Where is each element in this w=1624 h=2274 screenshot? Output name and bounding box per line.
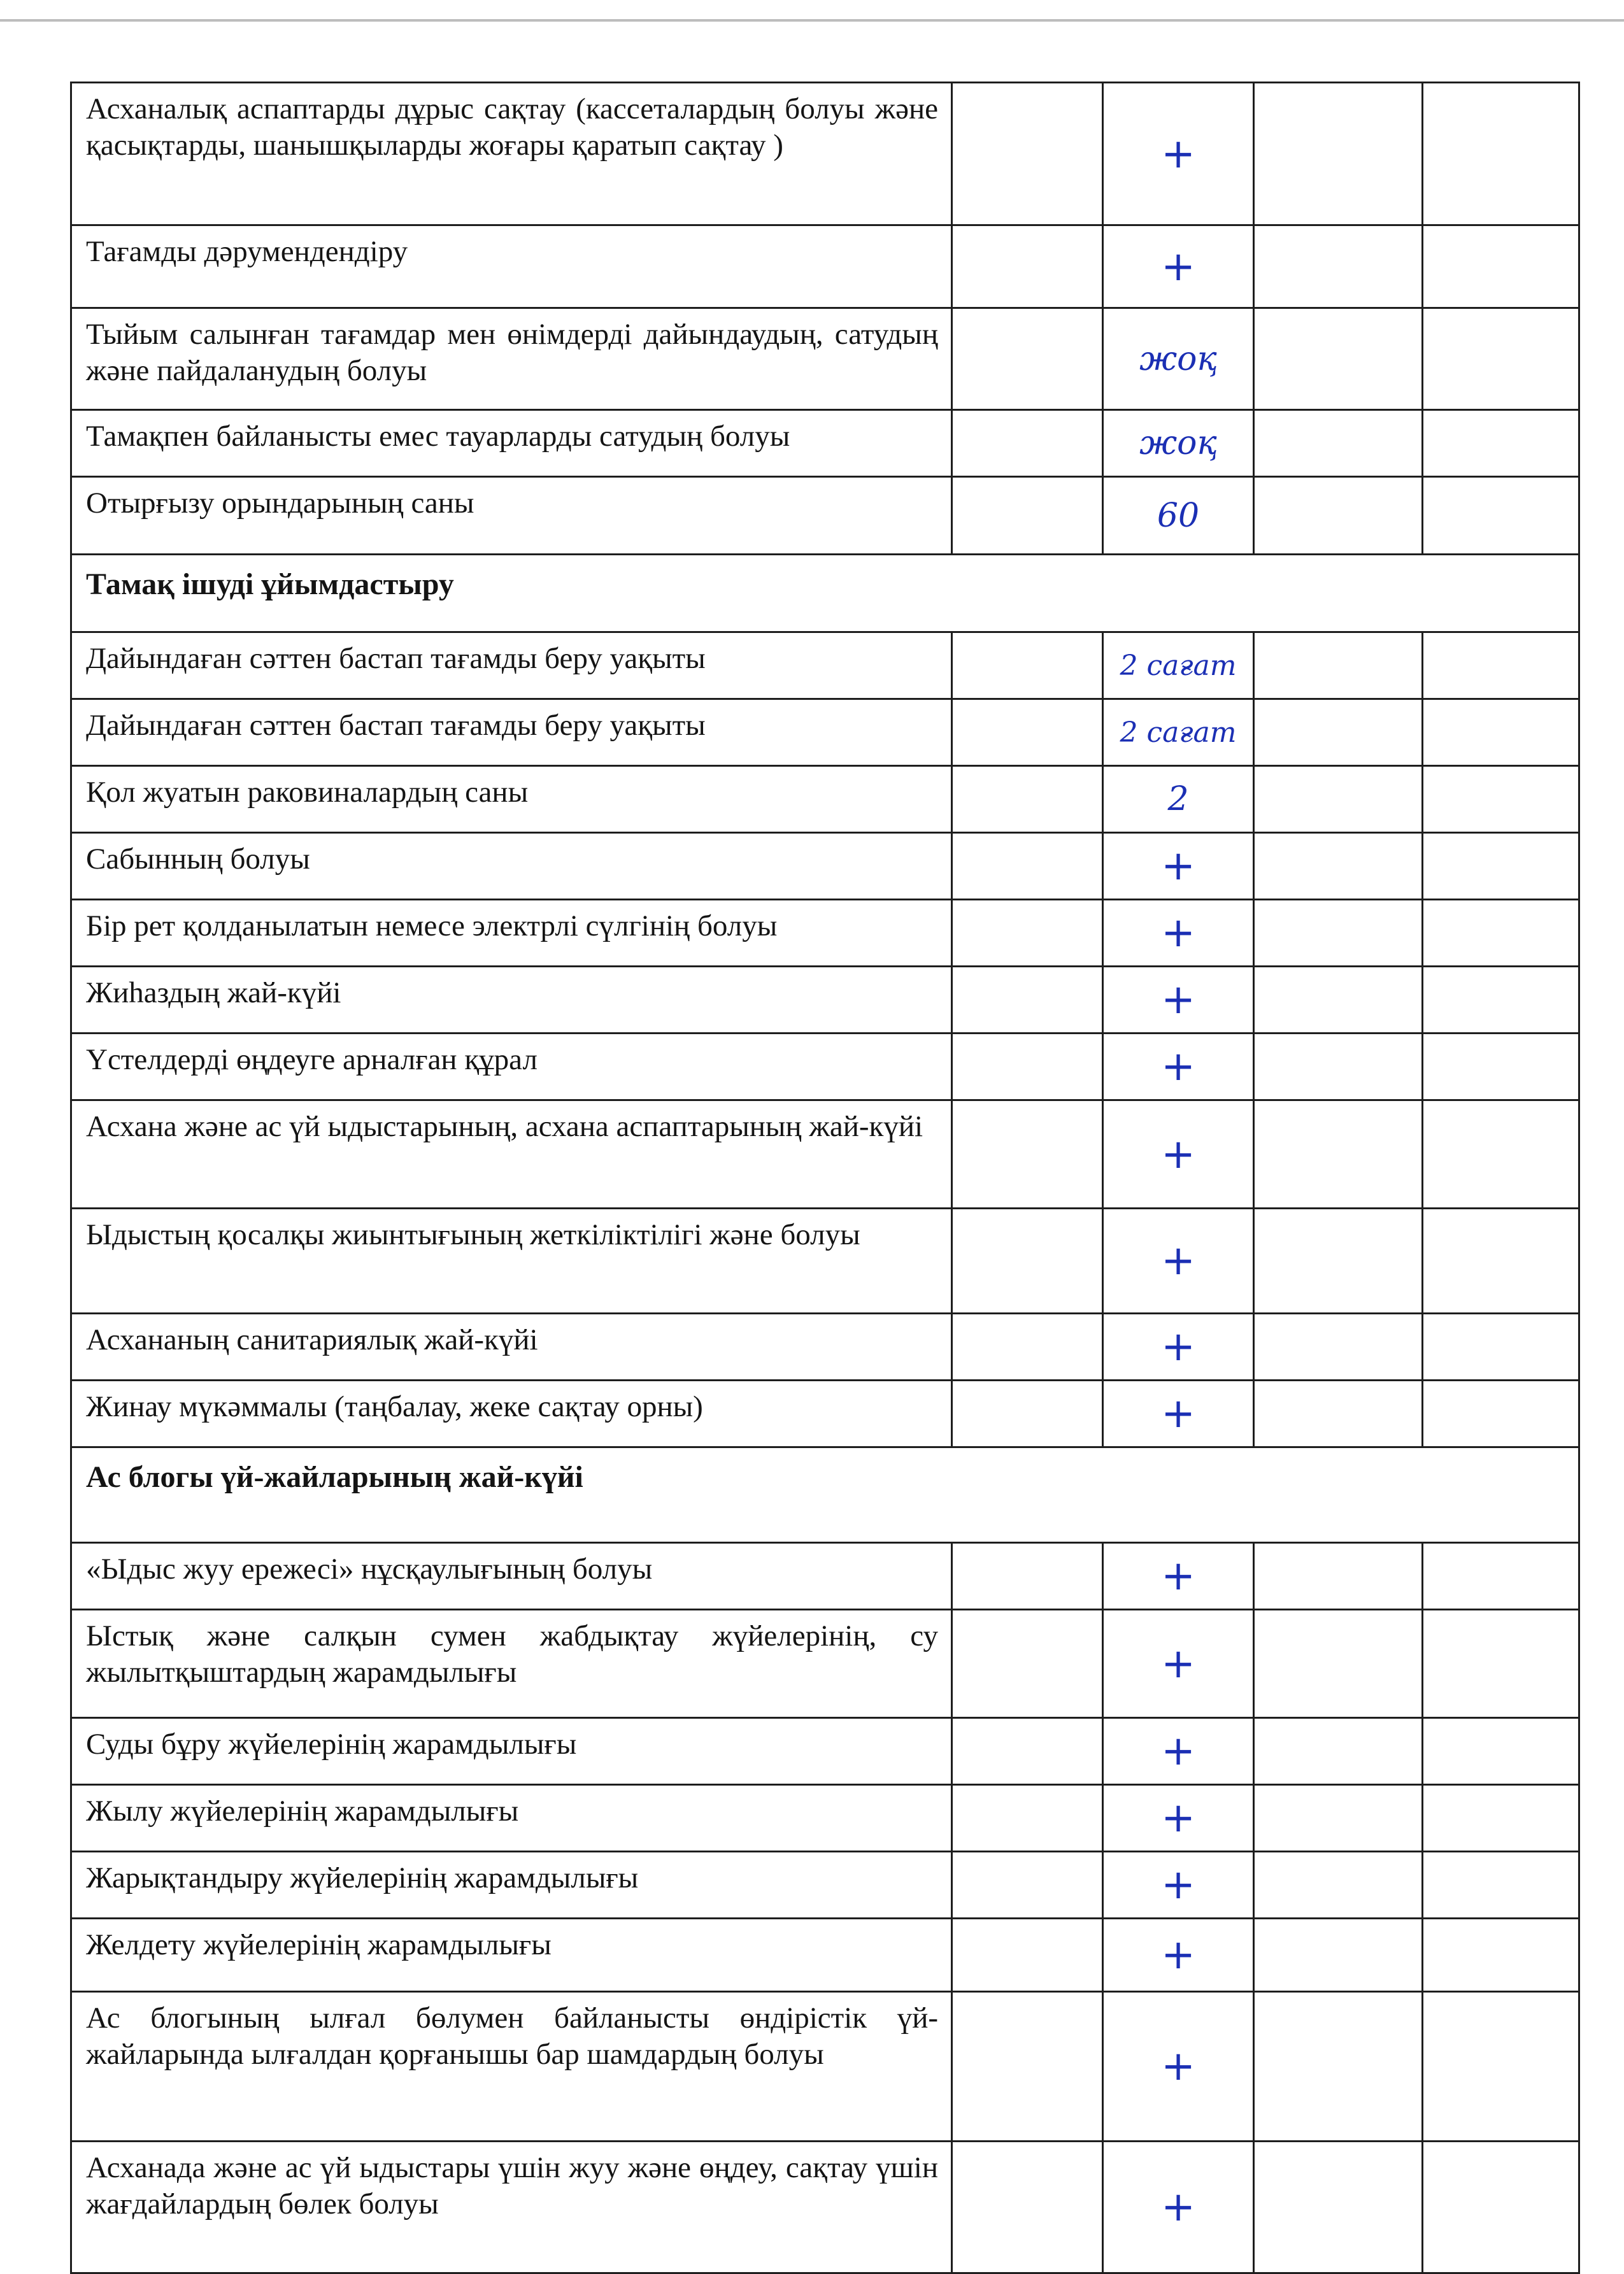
handwritten-mark: 2 — [1103, 766, 1254, 833]
empty-cell — [1423, 410, 1579, 477]
table-row — [71, 699, 1579, 766]
table-row — [71, 1381, 1579, 1447]
empty-cell — [1423, 1314, 1579, 1381]
handwritten-mark: + — [1103, 1381, 1254, 1447]
table-row — [71, 477, 1579, 555]
table-row — [71, 83, 1579, 225]
item-label: Асханада және ас үй ыдыстары үшін жуу және өңдеу, сақтау үшін жағдайлардың бөлек болуы — [71, 2142, 952, 2273]
empty-cell — [1254, 225, 1423, 308]
table-row — [71, 1610, 1579, 1718]
item-label: Тағамды дәрумендендіру — [71, 225, 952, 308]
item-label: Ас блогының ылғал бөлумен байланысты өндірістік үй-жайларында ылғалдан қорғанышы бар шамдардың болуы — [71, 1992, 952, 2142]
empty-cell — [952, 632, 1103, 699]
empty-cell — [1423, 1100, 1579, 1209]
table-row — [71, 410, 1579, 477]
empty-cell — [1254, 1718, 1423, 1785]
empty-cell — [952, 477, 1103, 555]
empty-cell — [1254, 967, 1423, 1034]
empty-cell — [1254, 1852, 1423, 1919]
empty-cell — [952, 1381, 1103, 1447]
item-label: Жарықтандыру жүйелерінің жарамдылығы — [71, 1852, 952, 1919]
empty-cell — [1423, 83, 1579, 225]
empty-cell — [1423, 308, 1579, 410]
empty-cell — [1254, 83, 1423, 225]
empty-cell — [1423, 1543, 1579, 1610]
handwritten-mark: + — [1103, 900, 1254, 967]
item-label: Отырғызу орындарының саны — [71, 477, 952, 555]
empty-cell — [952, 900, 1103, 967]
item-label: «Ыдыс жуу ережесі» нұсқаулығының болуы — [71, 1543, 952, 1610]
table-row — [71, 1718, 1579, 1785]
empty-cell — [952, 225, 1103, 308]
section-heading: Ас блогы үй-жайларының жай-күйі — [71, 1447, 1579, 1543]
item-label: Жылу жүйелерінің жарамдылығы — [71, 1785, 952, 1852]
empty-cell — [1254, 410, 1423, 477]
section-row — [71, 555, 1579, 632]
empty-cell — [1254, 766, 1423, 833]
item-label: Дайындаған сәттен бастап тағамды беру уақыты — [71, 699, 952, 766]
handwritten-mark: + — [1103, 1785, 1254, 1852]
table-row — [71, 632, 1579, 699]
table-row — [71, 308, 1579, 410]
item-label: Үстелдерді өңдеуге арналған құрал — [71, 1034, 952, 1100]
empty-cell — [1423, 477, 1579, 555]
empty-cell — [952, 410, 1103, 477]
item-label: Ыстық және салқын сумен жабдықтау жүйелерінің, су жылытқыштардың жарамдылығы — [71, 1610, 952, 1718]
empty-cell — [1423, 1992, 1579, 2142]
handwritten-mark: + — [1103, 1718, 1254, 1785]
empty-cell — [1254, 1543, 1423, 1610]
empty-cell — [1423, 1919, 1579, 1992]
empty-cell — [952, 1610, 1103, 1718]
item-label: Ыдыстың қосалқы жиынтығының жеткіліктілігі және болуы — [71, 1209, 952, 1314]
empty-cell — [952, 1852, 1103, 1919]
empty-cell — [1423, 1610, 1579, 1718]
empty-cell — [952, 1314, 1103, 1381]
empty-cell — [1423, 1852, 1579, 1919]
empty-cell — [1423, 900, 1579, 967]
empty-cell — [1423, 833, 1579, 900]
item-label: Жинау мүкәммалы (таңбалау, жеке сақтау орны) — [71, 1381, 952, 1447]
empty-cell — [1423, 1718, 1579, 1785]
page-top-edge — [0, 19, 1624, 22]
item-label: Желдету жүйелерінің жарамдылығы — [71, 1919, 952, 1992]
empty-cell — [1423, 967, 1579, 1034]
empty-cell — [952, 2142, 1103, 2273]
table-row — [71, 225, 1579, 308]
table-row — [71, 1314, 1579, 1381]
item-label: Асхананың санитариялық жай-күйі — [71, 1314, 952, 1381]
empty-cell — [1254, 1209, 1423, 1314]
section-heading: Тамақ ішуді ұйымдастыру — [71, 555, 1579, 632]
item-label: Қол жуатын раковиналардың саны — [71, 766, 952, 833]
table-row — [71, 1209, 1579, 1314]
table-row — [71, 2142, 1579, 2273]
empty-cell — [952, 967, 1103, 1034]
empty-cell — [952, 1785, 1103, 1852]
item-label: Жиһаздың жай-күйі — [71, 967, 952, 1034]
empty-cell — [952, 1209, 1103, 1314]
empty-cell — [1254, 1100, 1423, 1209]
table-row — [71, 1785, 1579, 1852]
table-row — [71, 1543, 1579, 1610]
empty-cell — [1423, 2142, 1579, 2273]
empty-cell — [1254, 1610, 1423, 1718]
empty-cell — [1254, 699, 1423, 766]
table-row — [71, 967, 1579, 1034]
handwritten-mark: + — [1103, 1852, 1254, 1919]
handwritten-mark: + — [1103, 1992, 1254, 2142]
empty-cell — [952, 1718, 1103, 1785]
empty-cell — [952, 1919, 1103, 1992]
table-row — [71, 1992, 1579, 2142]
table-row — [71, 1100, 1579, 1209]
item-label: Дайындаған сәттен бастап тағамды беру уақыты — [71, 632, 952, 699]
handwritten-mark: + — [1103, 1209, 1254, 1314]
handwritten-mark: жоқ — [1103, 308, 1254, 410]
empty-cell — [952, 1100, 1103, 1209]
empty-cell — [952, 766, 1103, 833]
item-label: Тыйым салынған тағамдар мен өнімдерді дайындаудың, сатудың және пайдаланудың болуы — [71, 308, 952, 410]
table-row — [71, 1034, 1579, 1100]
empty-cell — [1423, 1034, 1579, 1100]
empty-cell — [952, 1543, 1103, 1610]
empty-cell — [952, 83, 1103, 225]
empty-cell — [1254, 632, 1423, 699]
table-row — [71, 833, 1579, 900]
item-label: Асхана және ас үй ыдыстарының, асхана аспаптарының жай-күйі — [71, 1100, 952, 1209]
item-label: Суды бұру жүйелерінің жарамдылығы — [71, 1718, 952, 1785]
table-row — [71, 1919, 1579, 1992]
empty-cell — [952, 1034, 1103, 1100]
empty-cell — [1254, 477, 1423, 555]
empty-cell — [952, 833, 1103, 900]
handwritten-mark: + — [1103, 833, 1254, 900]
empty-cell — [952, 308, 1103, 410]
table-row — [71, 766, 1579, 833]
item-label: Сабынның болуы — [71, 833, 952, 900]
empty-cell — [1254, 1381, 1423, 1447]
table-row — [71, 1852, 1579, 1919]
handwritten-mark: + — [1103, 967, 1254, 1034]
item-label: Бір рет қолданылатын немесе электрлі сүлгінің болуы — [71, 900, 952, 967]
empty-cell — [1423, 225, 1579, 308]
section-row — [71, 1447, 1579, 1543]
empty-cell — [1423, 632, 1579, 699]
handwritten-mark: + — [1103, 83, 1254, 225]
empty-cell — [1423, 1209, 1579, 1314]
empty-cell — [1423, 1785, 1579, 1852]
handwritten-mark: + — [1103, 1610, 1254, 1718]
handwritten-mark: + — [1103, 2142, 1254, 2273]
item-label: Асханалық аспаптарды дұрыс сақтау (кассеталардың болуы және қасықтарды, шанышқыларды жоғары қаратып сақтау ) — [71, 83, 952, 225]
empty-cell — [1423, 1381, 1579, 1447]
handwritten-mark: + — [1103, 1314, 1254, 1381]
empty-cell — [1254, 833, 1423, 900]
empty-cell — [1254, 1314, 1423, 1381]
empty-cell — [1423, 699, 1579, 766]
handwritten-mark: + — [1103, 1919, 1254, 1992]
handwritten-mark: + — [1103, 1543, 1254, 1610]
handwritten-mark: + — [1103, 225, 1254, 308]
empty-cell — [1254, 1992, 1423, 2142]
handwritten-mark: жоқ — [1103, 410, 1254, 477]
handwritten-mark: 2 сағат — [1103, 632, 1254, 699]
handwritten-mark: + — [1103, 1034, 1254, 1100]
empty-cell — [1254, 1785, 1423, 1852]
empty-cell — [952, 699, 1103, 766]
empty-cell — [1254, 1919, 1423, 1992]
inspection-checklist-table — [70, 82, 1580, 2274]
empty-cell — [952, 1992, 1103, 2142]
handwritten-mark: 60 — [1103, 477, 1254, 555]
item-label: Тамақпен байланысты емес тауарларды сатудың болуы — [71, 410, 952, 477]
empty-cell — [1423, 766, 1579, 833]
empty-cell — [1254, 1034, 1423, 1100]
empty-cell — [1254, 2142, 1423, 2273]
empty-cell — [1254, 900, 1423, 967]
handwritten-mark: 2 сағат — [1103, 699, 1254, 766]
handwritten-mark: + — [1103, 1100, 1254, 1209]
empty-cell — [1254, 308, 1423, 410]
table-row — [71, 900, 1579, 967]
